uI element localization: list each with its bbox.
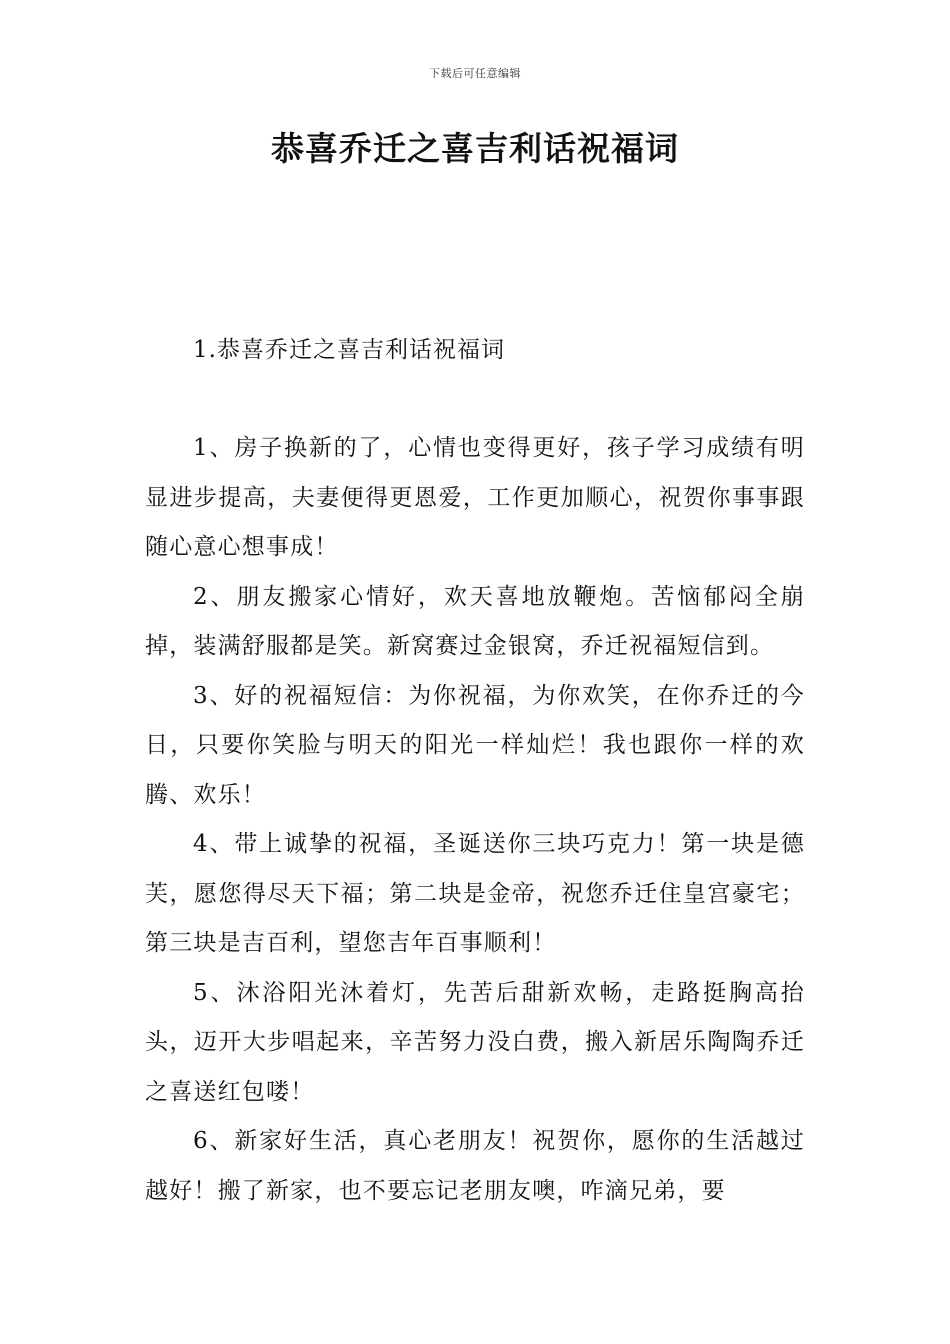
wish-paragraph-5: 5、沐浴阳光沐着灯，先苦后甜新欢畅，走路挺胸高抬头，迈开大步唱起来，辛苦努力没白费，搬入新居乐陶陶乔迁之喜送红包喽！: [145, 979, 805, 1105]
wish-paragraph-4: 4、带上诚挚的祝福，圣诞送你三块巧克力！第一块是德芙，愿您得尽天下福；第二块是金帝，祝您乔迁住皇宫豪宅；第三块是吉百利，望您吉年百事顺利！: [145, 831, 805, 956]
section-heading: 1.恭喜乔迁之喜吉利话祝福词: [193, 337, 505, 363]
document-title: 恭喜乔迁之喜吉利话祝福词: [271, 129, 679, 168]
header-note: 下载后可任意编辑: [429, 67, 521, 80]
wish-paragraph-2: 2、朋友搬家心情好，欢天喜地放鞭炮。苦恼郁闷全崩掉，装满舒服都是笑。新窝赛过金银窝，乔迁祝福短信到。: [145, 583, 805, 659]
wish-paragraph-6: 6、新家好生活，真心老朋友！祝贺你，愿你的生活越过越好！搬了新家，也不要忘记老朋友噢，咋滴兄弟，要: [145, 1128, 805, 1204]
wish-paragraph-1: 1、房子换新的了，心情也变得更好，孩子学习成绩有明显进步提高，夫妻便得更恩爱，工作更加顺心，祝贺你事事跟随心意心想事成！: [145, 435, 805, 560]
wish-list: [145, 424, 805, 1216]
wish-paragraph-3: 3、好的祝福短信：为你祝福，为你欢笑，在你乔迁的今日，只要你笑脸与明天的阳光一样灿烂！我也跟你一样的欢腾、欢乐！: [145, 682, 805, 808]
